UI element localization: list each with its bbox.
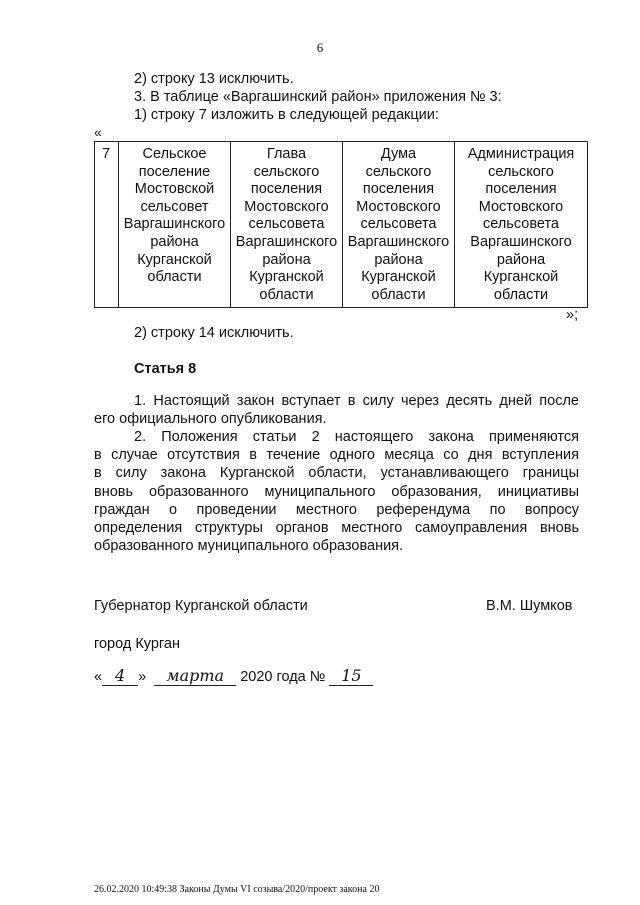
date-year-text: 2020 года № — [240, 669, 326, 685]
footer-note: 26.02.2020 10:49:38 Законы Думы VI созыва/2020/проект закона 20 — [94, 884, 380, 895]
cell-line: Курганской — [483, 269, 559, 286]
cell-line: сельского — [253, 163, 320, 180]
cell-line: Варгашинского — [347, 233, 450, 250]
paragraph-1 — [94, 392, 579, 428]
table-cell-head — [231, 142, 343, 308]
cell-line: района — [150, 233, 199, 250]
row-table — [94, 141, 588, 308]
date-day: 4 — [102, 666, 138, 686]
table-cell-administration — [455, 142, 588, 308]
page-number: 6 — [316, 40, 324, 55]
cell-line: Мостовского — [356, 198, 441, 215]
cell-line: Мостовского — [244, 198, 329, 215]
paragraph-line: образованного муниципального образования. — [94, 538, 404, 555]
row-number: 7 — [102, 146, 111, 162]
cell-line: поселения — [485, 181, 557, 198]
cell-line: сельского — [488, 163, 554, 180]
table-cell-duma — [343, 142, 455, 308]
quote-open: « — [94, 124, 102, 140]
cell-line: Мостовского — [478, 198, 564, 215]
cell-line: области — [147, 269, 202, 286]
cell-line: сельсовета — [248, 216, 325, 233]
cell-line: района — [262, 251, 311, 268]
paragraph-line: в случае отсутствия в течение одного месяца со дня вступления — [94, 447, 579, 464]
cell-line: области — [493, 286, 549, 303]
text-line-3: 1) строку 7 изложить в следующей редакции: — [134, 107, 439, 123]
paragraph-line: 2. Положения статьи 2 настоящего закона применяются — [134, 429, 579, 445]
cell-line: Администрация — [467, 146, 575, 162]
quote-close: »; — [566, 307, 579, 323]
cell-line: поселения — [250, 181, 323, 198]
cell-line: поселение — [138, 163, 211, 180]
date-quote-close: » — [138, 669, 147, 685]
article-heading: Статья 8 — [134, 361, 197, 377]
paragraph-line: 1. Настоящий закон вступает в силу через десять дней после — [134, 393, 579, 409]
paragraph-line: в силу закона Курганской области, устанавливающего границы — [94, 465, 579, 482]
text-line-after-table: 2) строку 14 исключить. — [134, 325, 294, 341]
cell-line: Варгашинского — [123, 216, 226, 233]
cell-line: Сельское — [142, 146, 207, 162]
signatory-name: В.М. Шумков — [486, 598, 573, 614]
text-line-2: 3. В таблице «Варгашинский район» приложения № 3: — [134, 89, 502, 105]
cell-line: сельсовета — [483, 216, 559, 233]
law-number: 15 — [329, 666, 373, 686]
date-quote-open: « — [94, 669, 103, 685]
table-cell-settlement — [119, 142, 231, 308]
paragraph-line: граждан о проведении местного референдума по вопросу — [94, 501, 579, 518]
cell-line: Курганской — [137, 251, 212, 268]
signatory-title: Губернатор Курганской области — [94, 598, 308, 614]
paragraph-2 — [94, 428, 579, 555]
cell-line: сельского — [365, 163, 432, 180]
cell-line: Варгашинского — [235, 233, 338, 250]
cell-line: области — [259, 286, 314, 303]
date-line — [94, 666, 373, 686]
cell-line: сельсовет — [140, 198, 209, 215]
cell-line: сельсовета — [360, 216, 437, 233]
paragraph-line: определения структуры органов местного самоуправления вновь — [94, 520, 579, 537]
cell-line: Курганской — [249, 269, 324, 286]
cell-line: района — [374, 251, 423, 268]
paragraph-line: его официального опубликования. — [94, 411, 327, 428]
cell-line: Курганской — [361, 269, 436, 286]
cell-line: поселения — [362, 181, 435, 198]
text-line-1: 2) строку 13 исключить. — [134, 71, 294, 87]
cell-line: области — [371, 286, 426, 303]
cell-line: района — [496, 251, 546, 268]
date-month: марта — [154, 666, 236, 686]
cell-line: Варгашинского — [470, 233, 572, 250]
cell-line: Глава — [266, 146, 307, 162]
cell-line: Дума — [380, 146, 417, 162]
cell-line: Мостовской — [134, 181, 215, 198]
city: город Курган — [94, 636, 180, 652]
table-row — [95, 142, 588, 308]
row-number-cell — [95, 142, 119, 308]
paragraph-line: вновь образованного муниципального образования, инициативы — [94, 483, 579, 500]
